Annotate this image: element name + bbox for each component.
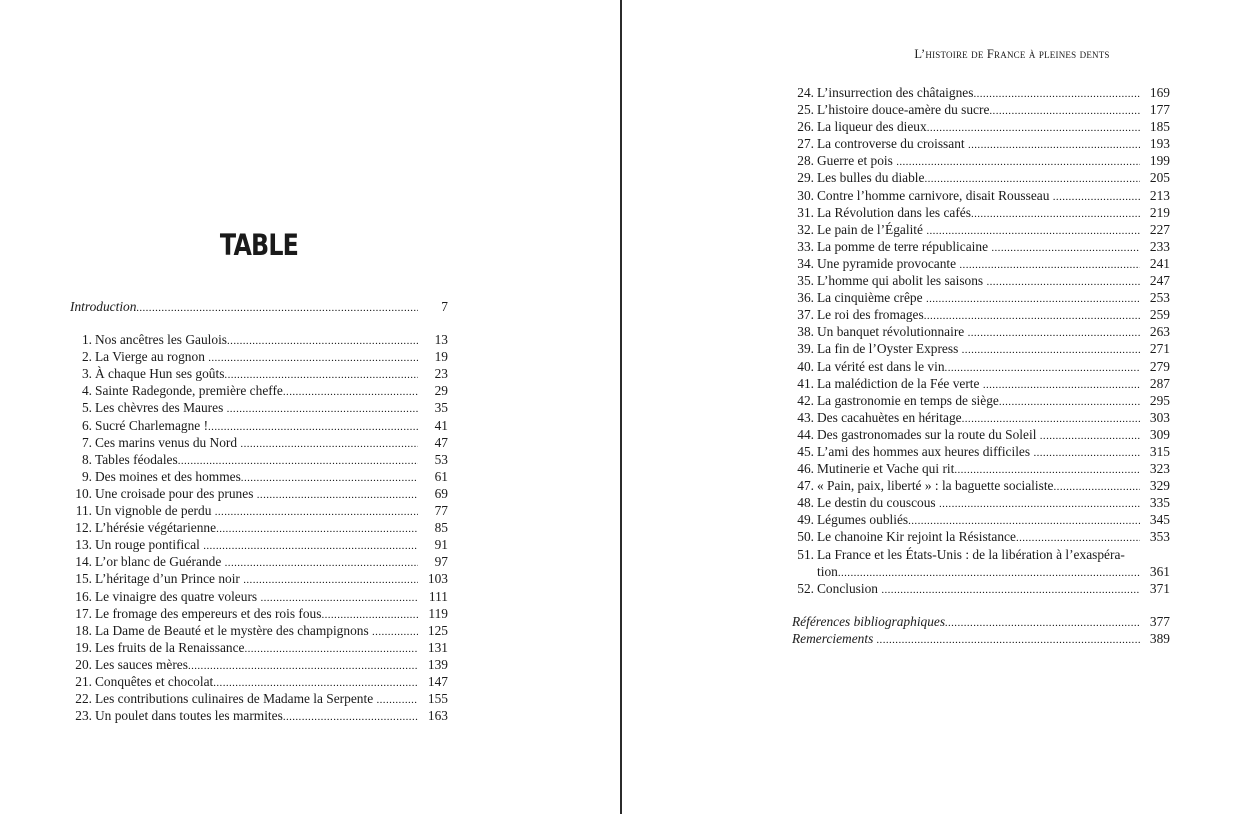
toc-page-number: 69: [434, 485, 448, 501]
toc-label: La Dame de Beauté et le mystère des champignons: [95, 622, 373, 638]
toc-page-number: 19: [434, 349, 448, 365]
toc-entry[interactable]: [70, 570, 448, 587]
toc-entry-number: 5.: [81, 400, 92, 416]
toc-entry[interactable]: [70, 536, 448, 553]
toc-entry[interactable]: [70, 348, 448, 365]
toc-label: La Vierge au rognon: [95, 349, 209, 365]
toc-page-number: 77: [434, 503, 448, 519]
toc-page-number: 97: [434, 554, 448, 570]
toc-label: Ces marins venus du Nord: [95, 434, 241, 450]
toc-label: Les fruits de la Renaissance: [95, 639, 245, 655]
toc-entry-number: 18.: [75, 622, 92, 638]
toc-entry-number: 14.: [75, 554, 92, 570]
toc-label: Le destin du couscous: [817, 495, 939, 511]
toc-label: Les sauces mères: [95, 656, 188, 672]
toc-label: Les chèvres des Maures: [95, 400, 227, 416]
toc-entry-number: 19.: [75, 639, 92, 655]
toc-page-number: 29: [434, 383, 448, 399]
toc-label: À chaque Hun ses goûts: [95, 366, 225, 382]
toc-entry-number: 48.: [797, 495, 814, 511]
toc-page-number: 193: [1149, 136, 1170, 152]
toc-page-number: 303: [1149, 409, 1170, 425]
toc-entry[interactable]: [792, 272, 1170, 289]
toc-page-number: 13: [434, 332, 448, 348]
toc-entry[interactable]: [792, 187, 1170, 204]
toc-entry-number: 34.: [797, 255, 814, 271]
toc-page-number: 389: [1149, 630, 1170, 646]
toc-entry[interactable]: [792, 204, 1170, 221]
toc-entry-number: 52.: [797, 580, 814, 596]
toc-label: L’histoire douce-amère du sucre: [817, 102, 990, 118]
toc-entry[interactable]: [792, 306, 1170, 323]
toc-page-number: 147: [427, 673, 448, 689]
toc-label: Références bibliographiques: [792, 613, 946, 629]
toc-page-number: 309: [1149, 426, 1170, 442]
toc-entry[interactable]: [792, 238, 1170, 255]
toc-label: Remerciements: [792, 630, 877, 646]
toc-entry[interactable]: [70, 485, 448, 502]
toc-entry-number: 29.: [797, 170, 814, 186]
toc-entry[interactable]: [70, 588, 448, 605]
toc-label: L’homme qui abolit les saisons: [817, 273, 987, 289]
toc-label: Introduction: [70, 299, 137, 314]
toc-entry-number: 9.: [81, 468, 92, 484]
toc-page-number: 119: [428, 605, 448, 621]
toc-entry[interactable]: [792, 84, 1170, 101]
toc-entry-number: 46.: [797, 461, 814, 477]
toc-entry[interactable]: [792, 118, 1170, 135]
toc-entry[interactable]: [792, 613, 1170, 630]
toc-page-number: 241: [1149, 255, 1170, 271]
toc-entry-number: 31.: [797, 204, 814, 220]
toc-label: La cinquième crêpe: [817, 290, 926, 306]
toc-entry-number: 33.: [797, 238, 814, 254]
toc-label: « Pain, paix, liberté » : la baguette socialiste: [817, 478, 1054, 494]
toc-entry-number: 17.: [75, 605, 92, 621]
toc-page-number: 53: [434, 451, 448, 467]
toc-label: Mutinerie et Vache qui rit: [817, 461, 955, 477]
toc-entry-number: 27.: [797, 136, 814, 152]
toc-label: Le roi des fromages: [817, 307, 924, 323]
toc-label: Guerre et pois: [817, 153, 897, 169]
toc-page-number: 329: [1149, 478, 1170, 494]
toc-label: Une pyramide provocante: [817, 255, 960, 271]
toc-page-number: 247: [1149, 273, 1170, 289]
toc-entry-number: 51.: [797, 546, 814, 562]
toc-entry[interactable]: [792, 169, 1170, 186]
toc-entry[interactable]: [792, 152, 1170, 169]
toc-page-number: 125: [427, 622, 448, 638]
toc-right: [792, 84, 1170, 647]
running-head: L’histoire de France à pleines dents: [914, 47, 1110, 61]
toc-label: Une croisade pour des prunes: [95, 485, 257, 501]
toc-entry-number: 50.: [797, 529, 814, 545]
toc-page-number: 199: [1149, 153, 1170, 169]
toc-entry[interactable]: [70, 502, 448, 519]
toc-label: Nos ancêtres les Gaulois: [95, 332, 228, 348]
toc-entry[interactable]: [792, 340, 1170, 357]
toc-page-number: 23: [434, 366, 448, 382]
toc-entry-number: 21.: [75, 673, 92, 689]
toc-label: Contre l’homme carnivore, disait Rousseau: [817, 187, 1053, 203]
toc-entry-number: 25.: [797, 102, 814, 118]
toc-entry[interactable]: [792, 494, 1170, 511]
toc-entry-number: 28.: [797, 153, 814, 169]
toc-entry-number: 47.: [797, 478, 814, 494]
toc-page-number: 263: [1149, 324, 1170, 340]
toc-entry[interactable]: [70, 673, 448, 690]
toc-entry-number: 26.: [797, 119, 814, 135]
toc-page-number: 227: [1149, 221, 1170, 237]
toc-entry[interactable]: [70, 553, 448, 570]
toc-page-number: 279: [1149, 358, 1170, 374]
toc-entry[interactable]: [792, 443, 1170, 460]
toc-entry-number: 6.: [81, 417, 92, 433]
toc-label: Des cacahuètes en héritage: [817, 409, 962, 425]
toc-page-number: 85: [434, 520, 448, 536]
toc-page-number: 177: [1149, 102, 1170, 118]
toc-entry-number: 4.: [81, 383, 92, 399]
toc-page-number: 91: [434, 537, 448, 553]
toc-entry[interactable]: [70, 468, 448, 485]
toc-entry-number: 30.: [797, 187, 814, 203]
toc-entry[interactable]: [792, 221, 1170, 238]
toc-page-number: 361: [1149, 563, 1170, 579]
toc-label: Des gastronomades sur la route du Soleil: [817, 426, 1040, 442]
toc-entry[interactable]: [70, 434, 448, 451]
toc-page-number: 41: [434, 417, 448, 433]
toc-page-number: 185: [1149, 119, 1170, 135]
toc-page-number: 139: [427, 656, 448, 672]
toc-page-number: 271: [1149, 341, 1170, 357]
toc-label: Conclusion: [817, 580, 882, 596]
toc-entry[interactable]: [792, 630, 1170, 647]
toc-page-number: 111: [428, 588, 448, 604]
toc-page-number: 335: [1149, 495, 1170, 511]
toc-entry-number: 35.: [797, 273, 814, 289]
toc-label: Conquêtes et chocolat: [95, 673, 214, 689]
toc-entry-number: 2.: [81, 349, 92, 365]
toc-page-number: 345: [1149, 512, 1170, 528]
toc-page-number: 233: [1149, 238, 1170, 254]
toc-entry-number: 36.: [797, 290, 814, 306]
toc-entry[interactable]: [792, 460, 1170, 477]
toc-entry[interactable]: [792, 358, 1170, 375]
toc-label: L’or blanc de Guérande: [95, 554, 225, 570]
toc-entry-number: 32.: [797, 221, 814, 237]
toc-page-number: 103: [427, 571, 448, 587]
toc-label: Sucré Charlemagne !: [95, 417, 209, 433]
toc-label: L’insurrection des châtaignes: [817, 85, 974, 100]
toc-entry-number: 49.: [797, 512, 814, 528]
toc-entry[interactable]: [70, 331, 448, 348]
toc-entry[interactable]: [792, 101, 1170, 118]
toc-page-number: 131: [427, 639, 448, 655]
toc-label: L’héritage d’un Prince noir: [95, 571, 244, 587]
toc-entry-number: 20.: [75, 656, 92, 672]
toc-entry-number: 3.: [81, 366, 92, 382]
toc-page-number: 47: [434, 434, 448, 450]
toc-entry[interactable]: [792, 375, 1170, 392]
toc-entry-number: 41.: [797, 375, 814, 391]
toc-page-number: 287: [1149, 375, 1170, 391]
toc-page-number: 323: [1149, 461, 1170, 477]
toc-label: Le pain de l’Égalité: [817, 221, 927, 237]
toc-entry[interactable]: [792, 289, 1170, 306]
toc-entry-number: 37.: [797, 307, 814, 323]
page-title: TABLE: [219, 228, 299, 262]
toc-label: Légumes oubliés: [817, 512, 909, 528]
toc-label: Le vinaigre des quatre voleurs: [95, 588, 261, 604]
toc-label: Des moines et des hommes: [95, 468, 241, 484]
toc-entry-number: 24.: [797, 85, 814, 100]
toc-page-number: 35: [434, 400, 448, 416]
toc-label: La Révolution dans les cafés: [817, 204, 971, 220]
toc-label: Le fromage des empereurs et des rois fous: [95, 605, 322, 621]
toc-label: La fin de l’Oyster Express: [817, 341, 962, 357]
toc-entry[interactable]: [792, 392, 1170, 409]
toc-label: L’ami des hommes aux heures difficiles: [817, 443, 1034, 459]
toc-entry[interactable]: [792, 255, 1170, 272]
toc-entry-number: 10.: [75, 485, 92, 501]
toc-entry-number: 42.: [797, 392, 814, 408]
toc-entry-number: 1.: [81, 332, 92, 348]
toc-page-number: 213: [1149, 187, 1170, 203]
toc-entry-number: 23.: [75, 708, 92, 724]
toc-entry[interactable]: [792, 409, 1170, 426]
toc-left: [70, 298, 448, 724]
toc-label: Les bulles du diable: [817, 170, 925, 186]
toc-label: La malédiction de la Fée verte: [817, 375, 983, 391]
toc-label: La France et les États-Unis : de la libération à l’exaspéra-: [817, 546, 1125, 562]
toc-page-number: 169: [1149, 85, 1170, 100]
toc-entry-number: 44.: [797, 426, 814, 442]
toc-page-number: 61: [434, 468, 448, 484]
toc-entry-number: 16.: [75, 588, 92, 604]
toc-label: La pomme de terre républicaine: [817, 238, 992, 254]
toc-label: Les contributions culinaires de Madame la Serpente: [95, 691, 377, 707]
right-page: [622, 0, 1233, 814]
toc-page-number: 259: [1149, 307, 1170, 323]
toc-entry[interactable]: [792, 135, 1170, 152]
toc-label: Sainte Radegonde, première cheffe: [95, 383, 283, 399]
toc-entry[interactable]: [70, 417, 448, 434]
toc-entry-number: 45.: [797, 443, 814, 459]
toc-page-number: 205: [1149, 170, 1170, 186]
toc-entry-number: 11.: [75, 503, 92, 519]
toc-entry-number: 13.: [75, 537, 92, 553]
toc-entry[interactable]: [792, 323, 1170, 340]
toc-entry-introduction[interactable]: [70, 298, 448, 315]
toc-page-number: 7: [441, 299, 448, 314]
toc-page-number: 253: [1149, 290, 1170, 306]
toc-label: La controverse du croissant: [817, 136, 968, 152]
toc-entry[interactable]: [792, 528, 1170, 545]
toc-entry[interactable]: [70, 656, 448, 673]
toc-entry-number: 7.: [81, 434, 92, 450]
toc-entry-number: 8.: [81, 451, 92, 467]
toc-entry-number: 15.: [75, 571, 92, 587]
toc-entry[interactable]: [792, 546, 1170, 580]
toc-label: Un banquet révolutionnaire: [817, 324, 968, 340]
toc-page-number: 315: [1149, 443, 1170, 459]
toc-page-number: 295: [1149, 392, 1170, 408]
toc-label: Un poulet dans toutes les marmites: [95, 708, 283, 724]
toc-page-number: 155: [427, 691, 448, 707]
toc-entry-number: 38.: [797, 324, 814, 340]
toc-entry-number: 40.: [797, 358, 814, 374]
toc-entry[interactable]: [70, 451, 448, 468]
toc-entry[interactable]: [70, 605, 448, 622]
toc-label: Un rouge pontifical: [95, 537, 204, 553]
toc-page-number: 377: [1149, 613, 1170, 629]
toc-label: Tables féodales: [95, 451, 178, 467]
toc-page-number: 353: [1149, 529, 1170, 545]
toc-entry[interactable]: [70, 382, 448, 399]
toc-entry[interactable]: [792, 580, 1170, 597]
toc-label: La liqueur des dieux: [817, 119, 927, 135]
toc-page-number: 219: [1149, 204, 1170, 220]
toc-entry-number: 39.: [797, 341, 814, 357]
toc-entry[interactable]: [792, 511, 1170, 528]
toc-entry[interactable]: [70, 707, 448, 724]
toc-entry-number: 43.: [797, 409, 814, 425]
toc-entry[interactable]: [70, 690, 448, 707]
toc-page-number: 371: [1149, 580, 1170, 596]
toc-entry[interactable]: [70, 399, 448, 416]
toc-page-number: 163: [427, 708, 448, 724]
toc-label: L’hérésie végétarienne: [95, 520, 217, 536]
toc-entry[interactable]: [70, 622, 448, 639]
toc-label: La gastronomie en temps de siège: [817, 392, 999, 408]
toc-entry-number: 22.: [75, 691, 92, 707]
toc-label-continued: tion: [817, 563, 838, 579]
toc-entry[interactable]: [70, 365, 448, 382]
toc-label: La vérité est dans le vin: [817, 358, 945, 374]
toc-label: Le chanoine Kir rejoint la Résistance: [817, 529, 1016, 545]
toc-entry-number: 12.: [75, 520, 92, 536]
toc-entry[interactable]: [792, 477, 1170, 494]
toc-entry[interactable]: [70, 519, 448, 536]
toc-entry[interactable]: [792, 426, 1170, 443]
toc-entry[interactable]: [70, 639, 448, 656]
toc-label: Un vignoble de perdu: [95, 503, 215, 519]
